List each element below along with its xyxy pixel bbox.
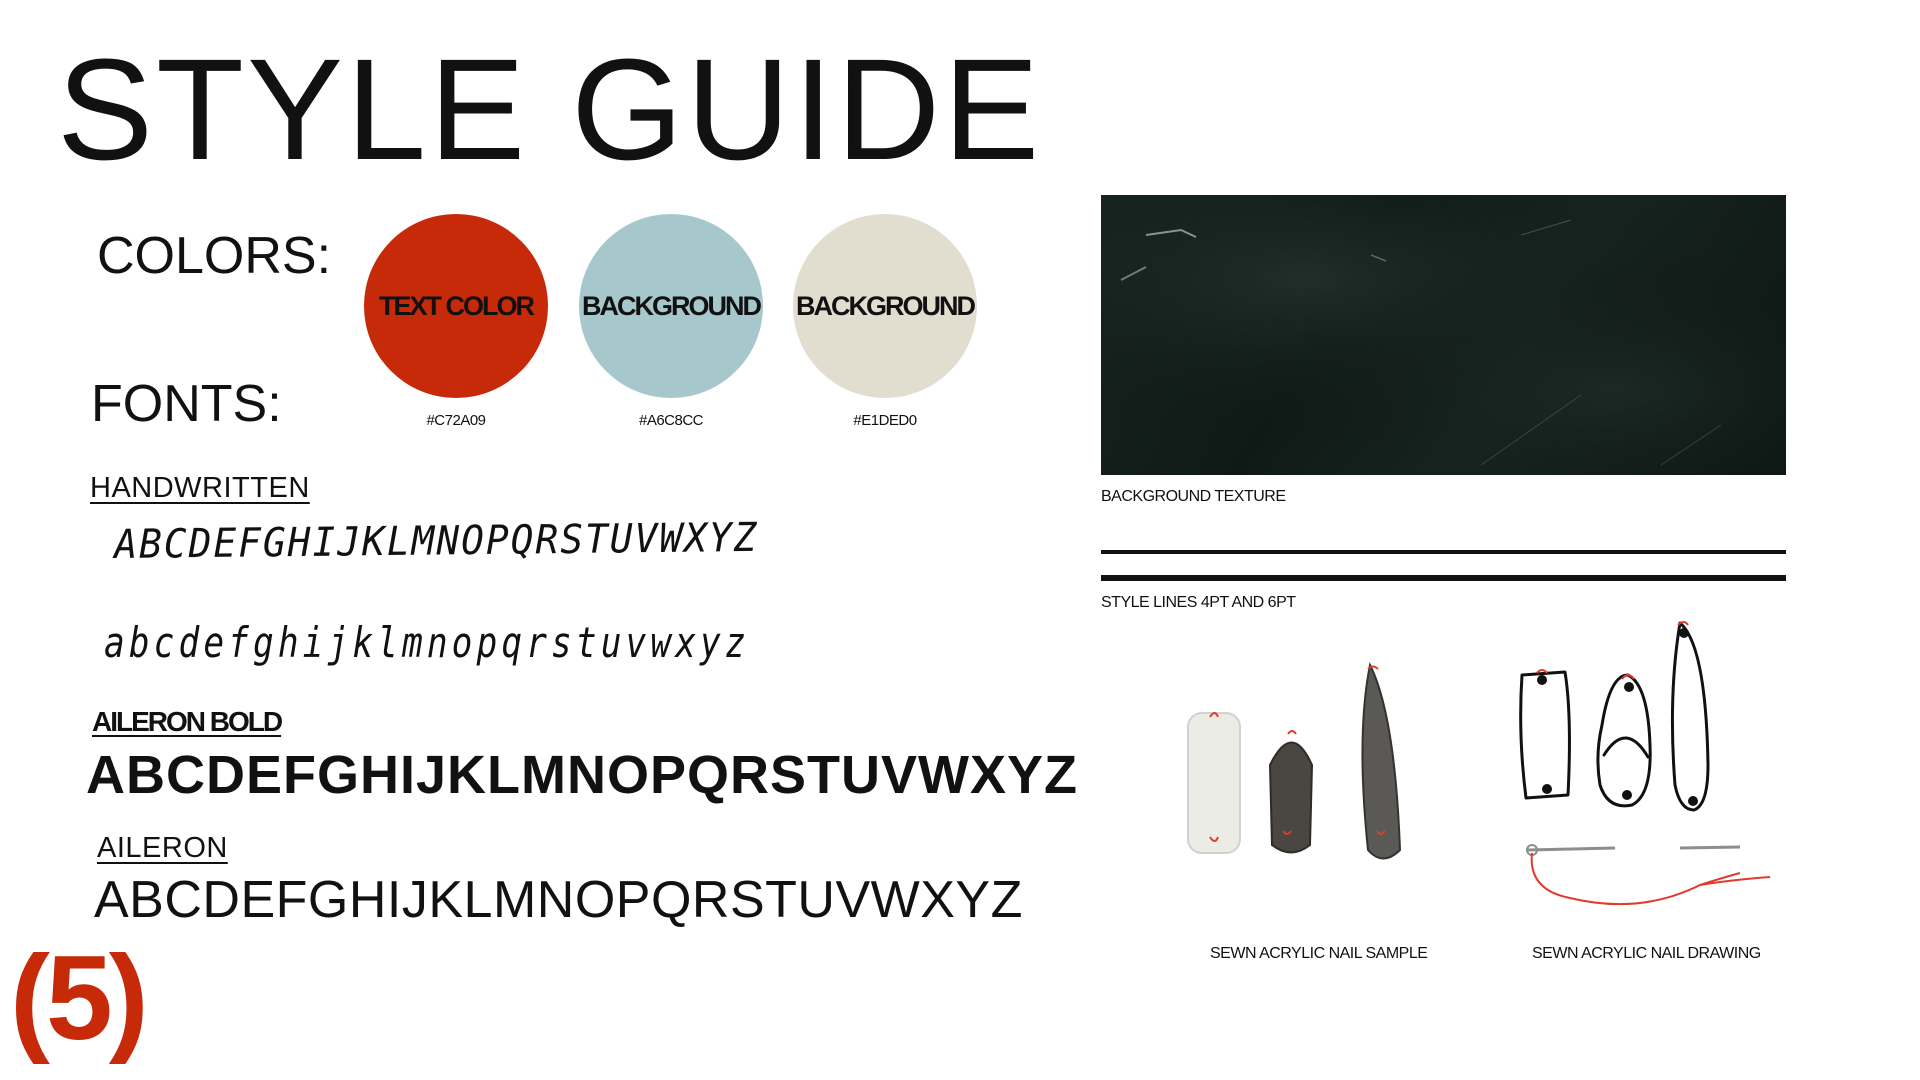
- drawn-stiletto-nail-icon: [1672, 623, 1708, 810]
- page-title: STYLE GUIDE: [57, 29, 1043, 190]
- nail-square-icon: [1188, 713, 1240, 853]
- font-label-aileron-bold: AILERON BOLD: [92, 706, 282, 737]
- color-swatch-background-cream: [793, 214, 977, 398]
- font-label-aileron: AILERON: [97, 832, 228, 864]
- nail-drawing: [1510, 615, 1790, 925]
- fonts-heading: FONTS:: [91, 375, 282, 433]
- nail-sample-caption: SEWN ACRYLIC NAIL SAMPLE: [1210, 945, 1428, 962]
- texture-caption: BACKGROUND TEXTURE: [1101, 488, 1286, 505]
- font-label-handwritten: HANDWRITTEN: [90, 472, 310, 504]
- style-line-4pt: [1101, 550, 1786, 554]
- page-number: (5): [10, 931, 145, 1065]
- swatch-label: BACKGROUND: [796, 290, 974, 321]
- swatch-label: BACKGROUND: [582, 290, 760, 321]
- handwritten-uppercase-sample: ABCDEFGHIJKLMNOPQRSTUVWXYZ: [114, 514, 759, 568]
- swatch-hex: #C72A09: [426, 412, 486, 429]
- nail-almond-icon: [1270, 743, 1312, 853]
- red-thread-icon: [1532, 853, 1770, 904]
- color-swatch-text: [364, 214, 548, 398]
- needle-icon: [1528, 848, 1615, 850]
- swatch-label: TEXT COLOR: [379, 290, 533, 321]
- nail-sample-photo: [1170, 655, 1440, 885]
- nail-stiletto-icon: [1362, 665, 1400, 859]
- swatch-hex: #A6C8CC: [638, 412, 704, 429]
- background-texture-image: [1101, 195, 1786, 475]
- nail-drawing-caption: SEWN ACRYLIC NAIL DRAWING: [1532, 945, 1761, 962]
- needle-icon: [1680, 847, 1740, 848]
- color-swatch-background-blue: [579, 214, 763, 398]
- aileron-sample: ABCDEFGHIJKLMNOPQRSTUVWXYZ: [94, 871, 1023, 929]
- colors-heading: COLORS:: [97, 227, 332, 285]
- drawn-almond-nail-icon: [1598, 675, 1650, 806]
- style-lines-caption: STYLE LINES 4PT AND 6PT: [1101, 594, 1296, 611]
- aileron-bold-sample: ABCDEFGHIJKLMNOPQRSTUVWXYZ: [86, 745, 1079, 805]
- swatch-hex: #E1DED0: [853, 412, 917, 429]
- style-line-6pt: [1101, 575, 1786, 581]
- texture-scratches: [1101, 195, 1786, 475]
- drawn-square-nail-icon: [1521, 672, 1570, 798]
- handwritten-lowercase-sample: abcdefghijklmnopqrstuvwxyz: [104, 618, 750, 667]
